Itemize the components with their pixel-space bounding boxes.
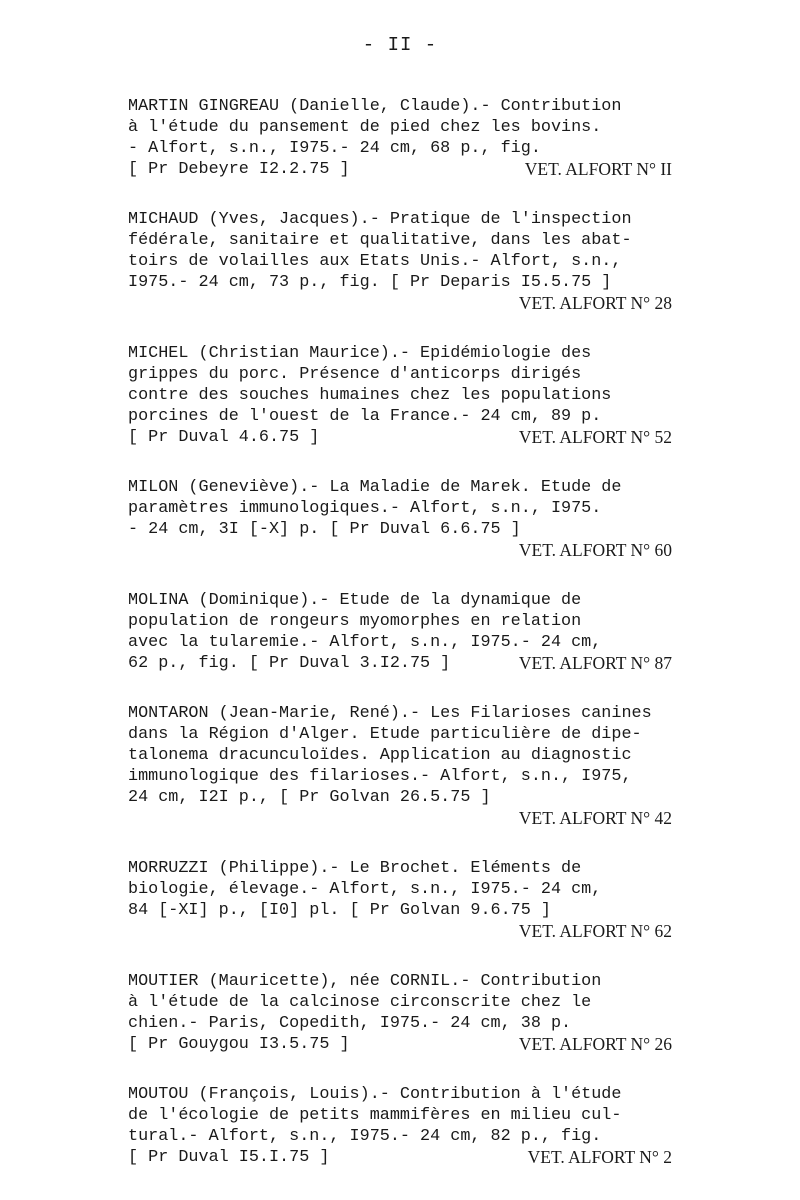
bibliography-entry	[128, 96, 688, 180]
entry-line: MOLINA (Dominique).- Etude de la dynamique de	[128, 591, 582, 610]
entry-line: chien.- Paris, Copedith, I975.- 24 cm, 38 p.	[128, 1014, 572, 1033]
entry-line: MOUTIER (Mauricette), née CORNIL.- Contribution	[128, 972, 602, 991]
entry-line: à l'étude de la calcinose circonscrite chez le	[128, 993, 592, 1012]
entry-line: grippes du porc. Présence d'anticorps dirigés	[128, 365, 582, 384]
entry-line: MARTIN GINGREAU (Danielle, Claude).- Contribution	[128, 97, 622, 116]
entry-line: MORRUZZI (Philippe).- Le Brochet. Eléments de	[128, 859, 582, 878]
entry-line: population de rongeurs myomorphes en relation	[128, 612, 582, 631]
bibliography-entry	[128, 858, 688, 942]
entry-line: MOUTOU (François, Louis).- Contribution à l'étude	[128, 1085, 622, 1104]
entry-line: talonema dracunculoïdes. Application au diagnostic	[128, 746, 632, 765]
entry-line: I975.- 24 cm, 73 p., fig. [ Pr Deparis I5.5.75 ]	[128, 273, 612, 292]
catalog-reference: VET. ALFORT N° 42	[518, 808, 672, 828]
catalog-reference: VET. ALFORT N° 52	[518, 427, 672, 447]
entry-line: - Alfort, s.n., I975.- 24 cm, 68 p., fig.	[128, 139, 541, 158]
entry-last-line	[128, 540, 688, 561]
entry-last-line	[128, 293, 688, 314]
bibliography-entry	[128, 590, 688, 674]
entry-last-line	[128, 808, 688, 829]
entry-last-line	[128, 159, 688, 180]
bibliography-entry	[128, 703, 688, 829]
entry-line: fédérale, sanitaire et qualitative, dans les abat-	[128, 231, 632, 250]
catalog-reference: VET. ALFORT N° II	[524, 159, 672, 179]
entry-line: à l'étude du pansement de pied chez les bovins.	[128, 118, 602, 137]
entry-line: [ Pr Duval I5.I.75 ]	[128, 1148, 330, 1167]
entry-line: immunologique des filarioses.- Alfort, s.n., I975,	[128, 767, 632, 786]
entry-line: contre des souches humaines chez les populations	[128, 386, 612, 405]
entry-line: biologie, élevage.- Alfort, s.n., I975.- 24 cm,	[128, 880, 602, 899]
entry-line: [ Pr Duval 4.6.75 ]	[128, 428, 320, 447]
entry-line: 62 p., fig. [ Pr Duval 3.I2.75 ]	[128, 654, 451, 673]
entry-line: - 24 cm, 3I [-X] p. [ Pr Duval 6.6.75 ]	[128, 520, 521, 539]
bibliography-entry	[128, 477, 688, 561]
entry-line: MONTARON (Jean-Marie, René).- Les Filarioses canines	[128, 704, 652, 723]
bibliography-list	[128, 96, 688, 1197]
entry-line: dans la Région d'Alger. Etude particulière de dipe-	[128, 725, 642, 744]
entry-last-line	[128, 921, 688, 942]
catalog-reference: VET. ALFORT N° 87	[518, 653, 672, 673]
entry-line: paramètres immunologiques.- Alfort, s.n., I975.	[128, 499, 602, 518]
catalog-reference: VET. ALFORT N° 26	[518, 1034, 672, 1054]
entry-line: [ Pr Gouygou I3.5.75 ]	[128, 1035, 350, 1054]
entry-line: 84 [-XI] p., [I0] pl. [ Pr Golvan 9.6.75 ]	[128, 901, 551, 920]
entry-line: MILON (Geneviève).- La Maladie de Marek. Etude de	[128, 478, 622, 497]
entry-last-line	[128, 653, 688, 674]
entry-line: de l'écologie de petits mammifères en milieu cul-	[128, 1106, 622, 1125]
entry-line: porcines de l'ouest de la France.- 24 cm, 89 p.	[128, 407, 602, 426]
catalog-reference: VET. ALFORT N° 2	[527, 1147, 672, 1167]
bibliography-entry	[128, 209, 688, 314]
entry-last-line	[128, 1034, 688, 1055]
entry-line: toirs de volailles aux Etats Unis.- Alfort, s.n.,	[128, 252, 622, 271]
page-number: - II -	[362, 34, 438, 56]
entry-line: avec la tularemie.- Alfort, s.n., I975.- 24 cm,	[128, 633, 602, 652]
bibliography-entry	[128, 971, 688, 1055]
catalog-reference: VET. ALFORT N° 60	[518, 540, 672, 560]
entry-last-line	[128, 427, 688, 448]
entry-line: tural.- Alfort, s.n., I975.- 24 cm, 82 p., fig.	[128, 1127, 602, 1146]
catalog-reference: VET. ALFORT N° 62	[518, 921, 672, 941]
entry-last-line	[128, 1147, 688, 1168]
entry-line: MICHAUD (Yves, Jacques).- Pratique de l'inspection	[128, 210, 632, 229]
catalog-reference: VET. ALFORT N° 28	[518, 293, 672, 313]
bibliography-entry	[128, 343, 688, 448]
bibliography-entry	[128, 1084, 688, 1168]
entry-line: [ Pr Debeyre I2.2.75 ]	[128, 160, 350, 179]
entry-line: MICHEL (Christian Maurice).- Epidémiologie des	[128, 344, 592, 363]
entry-line: 24 cm, I2I p., [ Pr Golvan 26.5.75 ]	[128, 788, 491, 807]
